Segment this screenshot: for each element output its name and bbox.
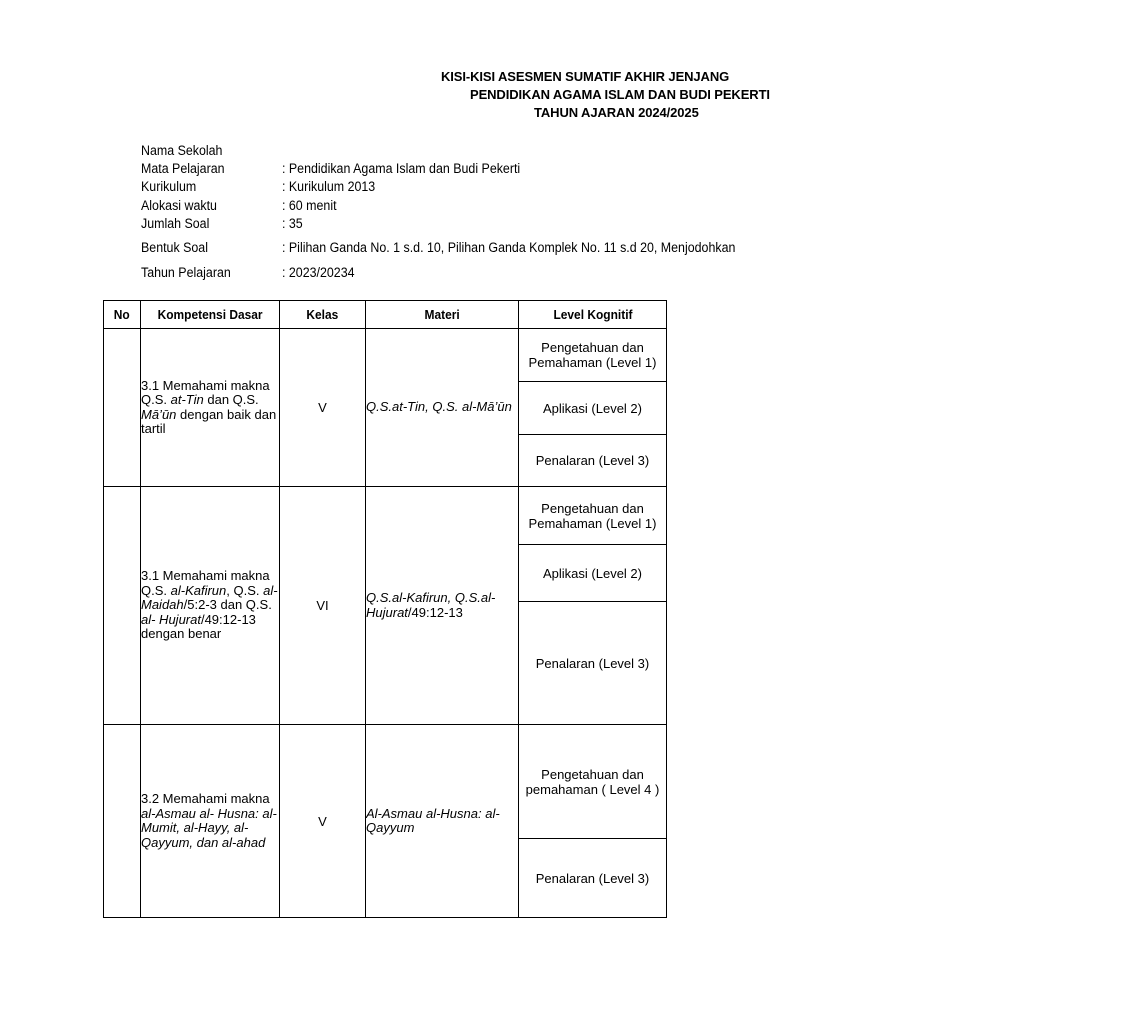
row3-no: [104, 725, 141, 918]
row2-level-3: Penalaran (Level 3): [519, 602, 667, 725]
row1-kelas: V: [280, 329, 366, 487]
info-value-kurikulum: : Kurikulum 2013: [282, 179, 376, 194]
table-header-row: [104, 301, 667, 329]
info-label-kurikulum: Kurikulum: [141, 179, 197, 194]
row3-level-1: Pengetahuan dan pemahaman ( Level 4 ): [519, 725, 667, 839]
row1-materi: Q.S.at-Tin, Q.S. al-Mā’ūn: [366, 329, 519, 487]
header-level-kognitif: Level Kognitif: [519, 301, 667, 329]
info-label-tahun-pelajaran: Tahun Pelajaran: [141, 265, 231, 280]
row3-kelas: V: [280, 725, 366, 918]
info-label-bentuk-soal: Bentuk Soal: [141, 240, 208, 255]
row2-level-1: Pengetahuan dan Pemahaman (Level 1): [519, 487, 667, 545]
info-value-bentuk-soal: : Pilihan Ganda No. 1 s.d. 10, Pilihan Ganda Komplek No. 11 s.d 20, Menjodohkan: [282, 240, 736, 255]
doc-title-line-1: KISI-KISI ASESMEN SUMATIF AKHIR JENJANG: [441, 69, 730, 84]
row2-no: [104, 487, 141, 725]
row1-kompetensi-dasar: 3.1 Memahami makna Q.S. at-Tin dan Q.S. Mā’ūn dengan baik dan tartil: [141, 329, 280, 487]
row1-level-2: Aplikasi (Level 2): [519, 382, 667, 435]
row2-kompetensi-dasar: 3.1 Memahami makna Q.S. al-Kafirun, Q.S. al-Maidah/5:2-3 dan Q.S. al- Hujurat/49:12-13 dengan benar: [141, 487, 280, 725]
header-materi: Materi: [366, 301, 519, 329]
row3-materi: Al-Asmau al-Husna: al-Qayyum: [366, 725, 519, 918]
header-no: No: [104, 301, 141, 329]
row1-level-1: Pengetahuan dan Pemahaman (Level 1): [519, 329, 667, 382]
table-row: [104, 329, 667, 382]
table-row: [104, 725, 667, 839]
table-row: [104, 487, 667, 545]
kisi-kisi-table: [103, 300, 667, 918]
info-label-mata-pelajaran: Mata Pelajaran: [141, 161, 225, 176]
header-kelas: Kelas: [280, 301, 366, 329]
row2-materi: Q.S.al-Kafirun, Q.S.al-Hujurat/49:12-13: [366, 487, 519, 725]
row1-no: [104, 329, 141, 487]
row2-kelas: VI: [280, 487, 366, 725]
header-kompetensi-dasar: Kompetensi Dasar: [141, 301, 280, 329]
info-label-alokasi-waktu: Alokasi waktu: [141, 198, 217, 213]
info-value-jumlah-soal: : 35: [282, 216, 303, 231]
doc-title-line-2: PENDIDIKAN AGAMA ISLAM DAN BUDI PEKERTI: [470, 87, 770, 102]
row3-kompetensi-dasar: 3.2 Memahami makna al-Asmau al- Husna: al-Mumit, al-Hayy, al-Qayyum, dan al-ahad: [141, 725, 280, 918]
info-value-tahun-pelajaran: : 2023/20234: [282, 265, 355, 280]
row3-level-2: Penalaran (Level 3): [519, 839, 667, 918]
info-value-alokasi-waktu: : 60 menit: [282, 198, 337, 213]
row1-level-3: Penalaran (Level 3): [519, 435, 667, 487]
info-label-jumlah-soal: Jumlah Soal: [141, 216, 210, 231]
doc-title-line-3: TAHUN AJARAN 2024/2025: [534, 105, 699, 120]
row2-level-2: Aplikasi (Level 2): [519, 545, 667, 602]
info-value-mata-pelajaran: : Pendidikan Agama Islam dan Budi Pekerti: [282, 161, 521, 176]
info-label-nama-sekolah: Nama Sekolah: [141, 143, 223, 158]
